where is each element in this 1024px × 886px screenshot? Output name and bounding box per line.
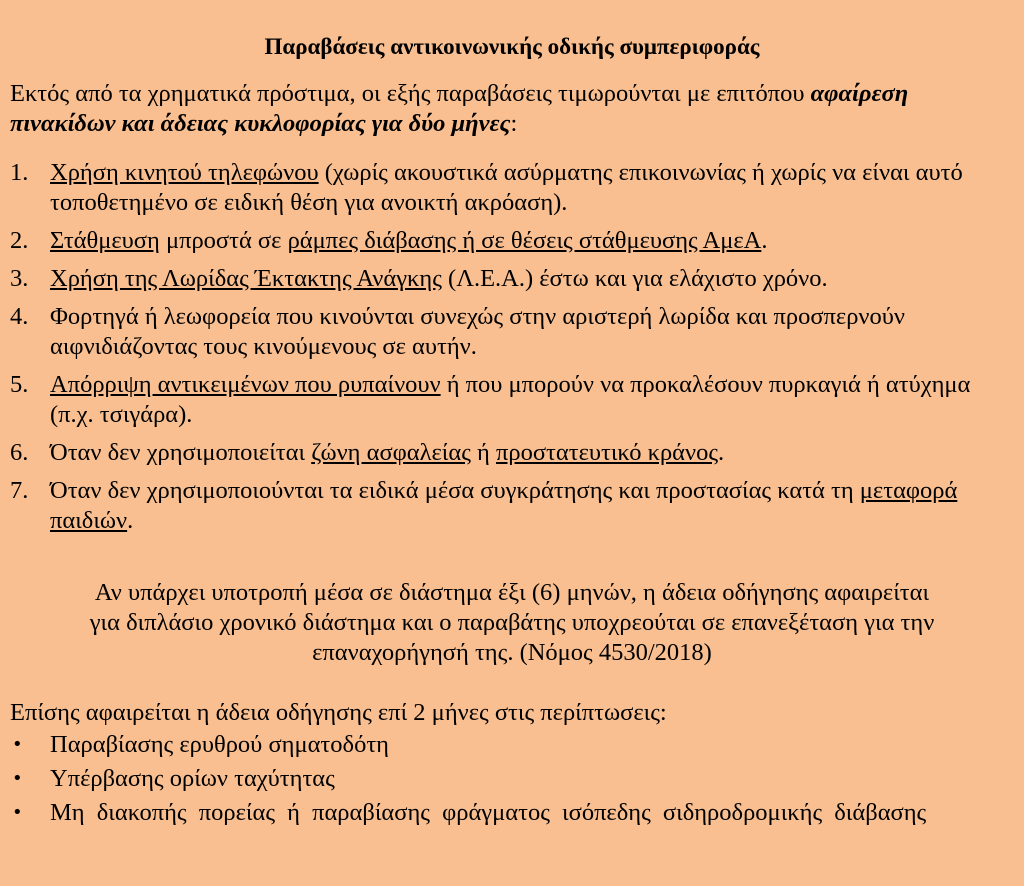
document-title: Παραβάσεις αντικοινωνικής οδικής συμπεριφοράς bbox=[264, 34, 760, 59]
list-item-text: Όταν δεν χρησιμοποιούνται τα ειδικά μέσα συγκράτησης και προστασίας κατά τη μεταφορά παιδιών. bbox=[50, 477, 958, 534]
list-item-text: Υπέρβασης ορίων ταχύτητας bbox=[50, 765, 335, 792]
list-item bbox=[10, 370, 1018, 430]
list-item bbox=[10, 226, 1018, 256]
underlined-term: Απόρριψη αντικειμένων που ρυπαίνουν bbox=[50, 371, 441, 398]
list-item bbox=[10, 264, 1018, 294]
list-item bbox=[10, 798, 1016, 828]
relapse-line: για διπλάσιο χρονικό διάστημα και ο παραβάτης υποχρεούται σε επανεξέταση για την bbox=[89, 609, 935, 636]
list-item-number: 5. bbox=[10, 371, 29, 398]
list-item-number: 6. bbox=[10, 439, 29, 466]
underlined-term: μεταφορά παιδιών bbox=[50, 477, 958, 534]
list-item-text: Απόρριψη αντικειμένων που ρυπαίνουν ή που μπορούν να προκαλέσουν πυρκαγιά ή ατύχημα (π.χ. τσιγάρα). bbox=[50, 371, 971, 428]
list-item bbox=[10, 438, 1018, 468]
intro-end: : bbox=[510, 110, 518, 137]
underlined-term: Στάθμευση bbox=[50, 227, 160, 254]
intro-text: Εκτός από τα χρηματικά πρόστιμα, οι εξής παραβάσεις τιμωρούνται με επιτόπου bbox=[10, 80, 805, 107]
list-item-text: Χρήση κινητού τηλεφώνου (χωρίς ακουστικά ασύρματης επικοινωνίας ή χωρίς να είναι αυτό τοποθετημένο σε ειδική θέση για ανοικτή ακρόαση). bbox=[50, 159, 963, 216]
list-item-number: 7. bbox=[10, 477, 29, 504]
violations-list bbox=[10, 158, 1018, 544]
underlined-term: προστατευτικό κράνος bbox=[495, 439, 719, 466]
underlined-term: Χρήση κινητού τηλεφώνου bbox=[50, 159, 319, 186]
underlined-term: ζώνη ασφαλείας bbox=[311, 439, 471, 466]
list-item-number: 1. bbox=[10, 159, 29, 186]
list-item bbox=[10, 730, 1016, 760]
list-item-text: Παραβίασης ερυθρού σηματοδότη bbox=[50, 731, 389, 758]
list-item-number: 4. bbox=[10, 303, 29, 330]
bullet-icon: • bbox=[12, 734, 23, 755]
list-item-number: 2. bbox=[10, 227, 29, 254]
list-item-text: Στάθμευση μπροστά σε ράμπες διάβασης ή σε θέσεις στάθμευσης ΑμεΑ. bbox=[50, 227, 768, 254]
underlined-term: Χρήση της Λωρίδας Έκτακτης Ανάγκης bbox=[50, 265, 442, 292]
list-item bbox=[10, 764, 1016, 794]
relapse-paragraph bbox=[0, 578, 1024, 668]
relapse-line: επαναχορήγησή της. (Νόμος 4530/2018) bbox=[312, 639, 712, 666]
also-paragraph: Επίσης αφαιρείται η άδεια οδήγησης επί 2 μήνες στις περίπτωσεις: bbox=[10, 699, 667, 726]
underlined-term: ράμπες διάβασης ή σε θέσεις στάθμευσης ΑμεΑ bbox=[287, 227, 762, 254]
list-item-text: Μη διακοπής πορείας ή παραβίασης φράγματος ισόπεδης σιδηροδρομικής διάβασης bbox=[50, 799, 927, 826]
bullet-list bbox=[10, 730, 1016, 832]
intro-emphasis: αφαίρεση πινακίδων και άδειας κυκλοφορίας για δύο μήνες bbox=[10, 80, 909, 137]
list-item-text: Χρήση της Λωρίδας Έκτακτης Ανάγκης (Λ.Ε.Α.) έστω και για ελάχιστο χρόνο. bbox=[50, 265, 828, 292]
bullet-icon: • bbox=[12, 768, 23, 789]
list-item bbox=[10, 302, 1018, 362]
relapse-line: Αν υπάρχει υποτροπή μέσα σε διάστημα έξι (6) μηνών, η άδεια οδήγησης αφαιρείται bbox=[94, 579, 930, 606]
list-item-text: Όταν δεν χρησιμοποιείται ζώνη ασφαλείας ή προστατευτικό κράνος. bbox=[50, 439, 725, 466]
bullet-icon: • bbox=[12, 802, 23, 823]
list-item-text: Φορτηγά ή λεωφορεία που κινούνται συνεχώς στην αριστερή λωρίδα και προσπερνούν αιφνιδιάζοντας τους κινούμενους σε αυτήν. bbox=[50, 303, 905, 360]
list-item bbox=[10, 476, 1018, 536]
intro-paragraph bbox=[10, 79, 1015, 139]
list-item-number: 3. bbox=[10, 265, 29, 292]
list-item bbox=[10, 158, 1018, 218]
